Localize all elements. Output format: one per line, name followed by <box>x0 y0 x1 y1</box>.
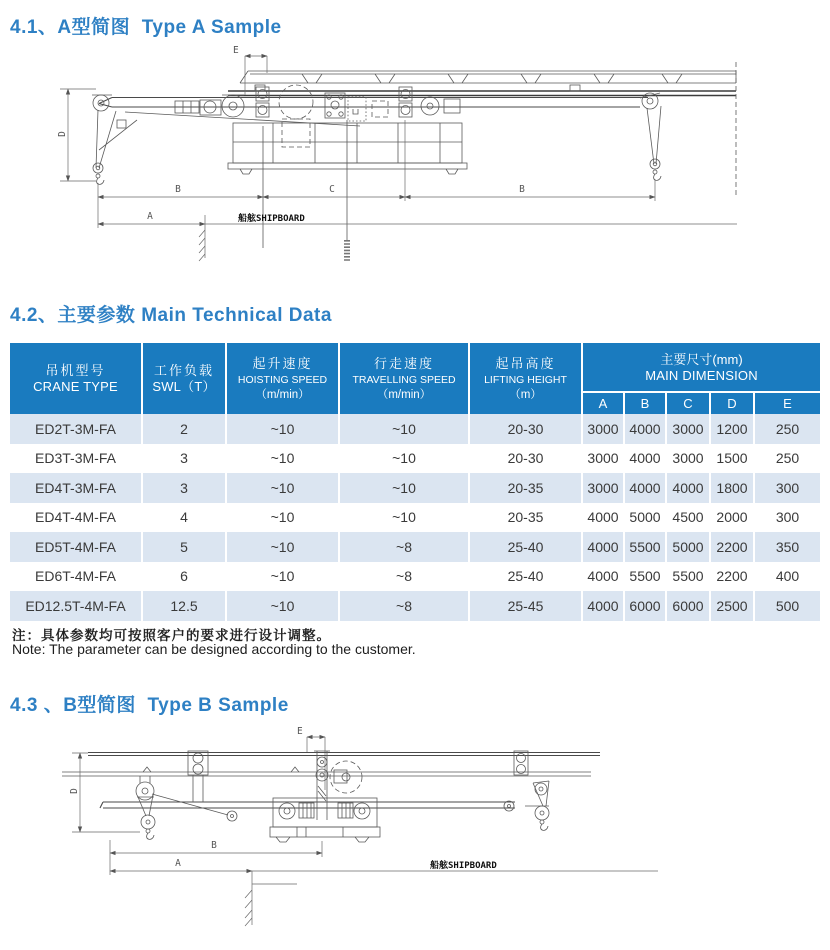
deck-supports <box>302 74 682 83</box>
lifting-zh: 起吊高度 <box>495 355 556 371</box>
cell-travel: ~10 <box>340 444 470 474</box>
cell-A: 3000 <box>583 473 625 503</box>
crane-type-zh: 吊机型号 <box>45 363 106 378</box>
col-header-dim-d: D <box>711 391 755 414</box>
col-header-main-dimension <box>583 343 820 391</box>
dim-bcb <box>98 120 655 201</box>
hoisting-en: HOISTING SPEED <box>237 373 328 386</box>
shipboard-label: 船舷SHIPBOARD <box>238 214 305 224</box>
wheel-block-1 <box>256 87 269 117</box>
note-zh: 注：具体参数均可按照客户的要求进行设计调整。 <box>12 628 331 643</box>
dim-d <box>57 89 96 181</box>
swl-en: SWL（T） <box>152 379 216 394</box>
table-row <box>10 503 820 533</box>
cell-D: 2200 <box>711 532 755 562</box>
girder-frame <box>228 123 467 174</box>
travelling-unit: （m/min） <box>376 388 432 401</box>
gear-box <box>325 93 345 118</box>
cell-type: ED4T-4M-FA <box>10 503 143 533</box>
hoisting-unit: （m/min） <box>255 388 310 401</box>
col-header-travelling-speed <box>340 343 470 414</box>
trolley-machinery <box>175 85 460 147</box>
cell-D: 1500 <box>711 444 755 474</box>
section-title-4-3: 4.3 、B型简图 Type B Sample <box>10 695 289 716</box>
left-hook-assembly-b <box>136 776 237 839</box>
technical-data-table <box>10 343 820 621</box>
shipboard-label-b: 船舷SHIPBOARD <box>430 861 497 871</box>
cell-B: 4000 <box>625 444 667 474</box>
cell-E: 250 <box>775 420 800 437</box>
cell-E: 400 <box>775 568 800 585</box>
right-hook-assembly-b <box>504 781 549 830</box>
table-row <box>10 532 820 562</box>
dim-d-b <box>69 753 140 832</box>
left-support-column <box>188 751 208 802</box>
table-row <box>10 414 820 444</box>
cell-A: 4000 <box>583 562 625 592</box>
technical-data-table-wrap <box>10 343 820 621</box>
cell-type: ED2T-3M-FA <box>10 414 143 444</box>
dim-label-e: E <box>233 45 239 56</box>
rail-stop-left <box>255 85 265 91</box>
table-row <box>10 444 820 474</box>
dim-label-d: D <box>57 131 68 137</box>
cell-B: 5000 <box>625 503 667 533</box>
cell-C: 3000 <box>667 414 711 444</box>
right-support-column <box>514 751 528 775</box>
cell-C: 5500 <box>667 562 711 592</box>
col-header-dim-b: B <box>625 391 667 414</box>
cell-swl: 12.5 <box>143 591 227 621</box>
cell-C: 5000 <box>667 532 711 562</box>
col-header-swl <box>143 343 227 414</box>
cell-lift: 20-30 <box>470 414 583 444</box>
dim-label-b-left: B <box>175 184 181 195</box>
right-hook-assembly <box>640 93 661 201</box>
cell-C: 6000 <box>667 591 711 621</box>
cell-swl: 3 <box>143 444 227 474</box>
main-dim-zh: 主要尺寸(mm) <box>660 351 743 367</box>
wheel-block-2 <box>399 87 412 117</box>
cell-A: 3000 <box>583 444 625 474</box>
deck-structure <box>240 71 736 83</box>
dim-label-d-b: D <box>69 788 80 794</box>
dim-label-b-right: B <box>519 184 525 195</box>
cell-lift: 20-35 <box>470 473 583 503</box>
col-header-dim-c: C <box>667 391 711 414</box>
col-header-crane-type <box>10 343 143 414</box>
cell-E: 300 <box>775 509 800 526</box>
cell-type: ED3T-3M-FA <box>10 444 143 474</box>
center-mast <box>314 751 362 820</box>
cell-D: 2000 <box>711 503 755 533</box>
cell-E: 500 <box>775 597 800 614</box>
cell-E: 350 <box>775 538 800 555</box>
type-b-drawing <box>62 726 658 926</box>
mid-rail-b <box>62 772 591 776</box>
table-row <box>10 591 820 621</box>
crane-type-en: CRANE TYPE <box>33 379 118 394</box>
cell-lift: 20-35 <box>470 503 583 533</box>
rail-stop-right <box>570 85 580 91</box>
cell-E: 300 <box>775 479 800 496</box>
cell-lift: 20-30 <box>470 444 583 474</box>
cell-swl: 2 <box>143 414 227 444</box>
cell-hoist: ~10 <box>227 503 340 533</box>
travelling-zh: 行走速度 <box>373 355 434 371</box>
cell-A: 4000 <box>583 591 625 621</box>
cell-C: 3000 <box>667 444 711 474</box>
cell-hoist: ~10 <box>227 414 340 444</box>
section-title-4-2: 4.2、主要参数 Main Technical Data <box>10 305 332 326</box>
cell-type: ED4T-3M-FA <box>10 473 143 503</box>
trolley-b <box>270 798 380 842</box>
cell-swl: 4 <box>143 503 227 533</box>
cell-C: 4000 <box>667 473 711 503</box>
cell-A: 3000 <box>583 414 625 444</box>
table-body <box>10 414 820 621</box>
lifting-en: LIFTING HEIGHT <box>484 373 567 386</box>
table-row <box>10 562 820 592</box>
lifting-unit: （m） <box>509 388 542 401</box>
cell-type: ED5T-4M-FA <box>10 532 143 562</box>
cell-travel: ~8 <box>340 532 470 562</box>
col-header-dim-e: E <box>755 391 820 414</box>
cell-B: 6000 <box>625 591 667 621</box>
swl-zh: 工作负载 <box>153 363 214 378</box>
hoisting-zh: 起升速度 <box>252 355 313 371</box>
cell-swl: 5 <box>143 532 227 562</box>
top-rail-b <box>88 753 600 756</box>
lower-beam-b <box>100 802 515 808</box>
bolted-plate <box>348 97 366 121</box>
cell-type: ED12.5T-4M-FA <box>10 591 143 621</box>
dim-a-shipboard <box>98 211 737 261</box>
cell-C: 4500 <box>667 503 711 533</box>
table-row <box>10 473 820 503</box>
cell-hoist: ~10 <box>227 444 340 474</box>
col-header-dim-a: A <box>583 391 625 414</box>
cell-travel: ~10 <box>340 503 470 533</box>
section-title-4-1: 4.1、A型简图 Type A Sample <box>10 17 282 38</box>
cell-lift: 25-40 <box>470 562 583 592</box>
dim-b-b <box>110 840 322 875</box>
dim-label-a-b: A <box>175 858 181 869</box>
cell-hoist: ~10 <box>227 562 340 592</box>
cell-travel: ~10 <box>340 473 470 503</box>
cell-hoist: ~10 <box>227 532 340 562</box>
cell-D: 2500 <box>711 591 755 621</box>
cell-B: 5500 <box>625 562 667 592</box>
cell-A: 4000 <box>583 532 625 562</box>
cell-swl: 6 <box>143 562 227 592</box>
dim-a-shipboard-b <box>110 858 658 926</box>
cell-B: 4000 <box>625 414 667 444</box>
cell-swl: 3 <box>143 473 227 503</box>
cell-type: ED6T-4M-FA <box>10 562 143 592</box>
cell-lift: 25-40 <box>470 532 583 562</box>
dim-label-e-b: E <box>297 726 303 737</box>
note-en: Note: The parameter can be designed according to the customer. <box>12 641 416 657</box>
rail-clamps <box>143 767 299 772</box>
type-a-drawing <box>57 45 737 262</box>
cell-travel: ~10 <box>340 414 470 444</box>
left-hook-assembly <box>92 95 137 228</box>
col-header-lifting-height <box>470 343 583 414</box>
dim-ext-e-b <box>307 737 325 790</box>
winch-drum-hidden <box>279 85 313 119</box>
shipboard-hatch <box>199 215 205 261</box>
col-header-hoisting-speed <box>227 343 340 414</box>
cell-D: 1800 <box>711 473 755 503</box>
cell-travel: ~8 <box>340 591 470 621</box>
dim-label-b-b: B <box>211 840 217 851</box>
cell-lift: 25-45 <box>470 591 583 621</box>
main-dim-en: MAIN DIMENSION <box>645 367 758 383</box>
cell-A: 4000 <box>583 503 625 533</box>
cell-travel: ~8 <box>340 562 470 592</box>
jib-beam <box>99 98 648 108</box>
dim-label-c: C <box>329 184 335 195</box>
cell-B: 4000 <box>625 473 667 503</box>
runway-rail <box>228 91 736 96</box>
dim-label-a: A <box>147 211 153 222</box>
cell-E: 250 <box>775 450 800 467</box>
cell-D: 1200 <box>711 414 755 444</box>
cell-hoist: ~10 <box>227 473 340 503</box>
cell-hoist: ~10 <box>227 591 340 621</box>
beam-brace <box>125 112 360 126</box>
cell-B: 5500 <box>625 532 667 562</box>
dim-ext-e <box>245 56 267 95</box>
travelling-en: TRAVELLING SPEED <box>352 373 456 386</box>
shipboard-hatch-b <box>245 871 297 926</box>
cell-D: 2200 <box>711 562 755 592</box>
